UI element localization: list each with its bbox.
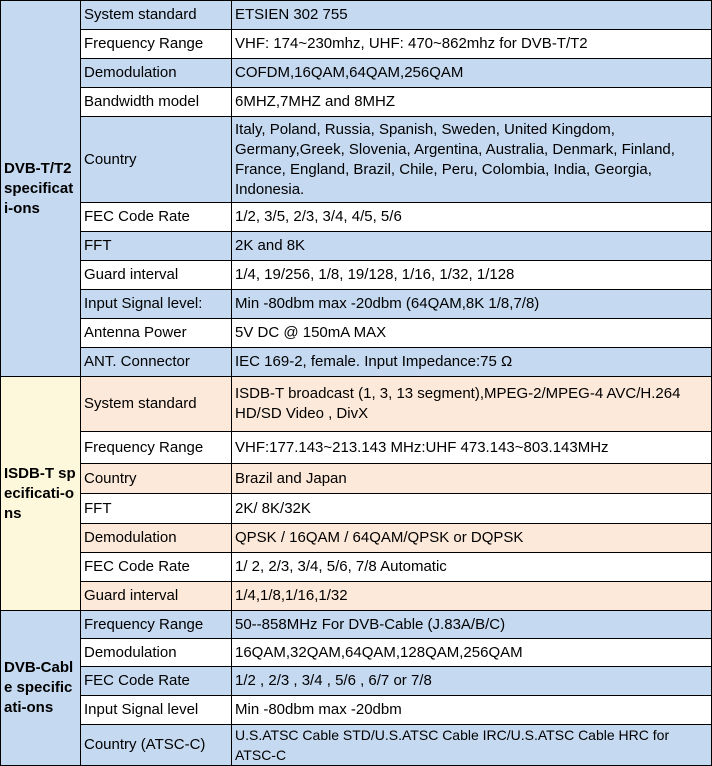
table-row	[1, 1, 712, 30]
row-label: Guard interval	[81, 261, 232, 290]
row-value: VHF: 174~230mhz, UHF: 470~862mhz for DVB-T/T2	[232, 30, 712, 59]
row-value: ISDB-T broadcast (1, 3, 13 segment),MPEG-2/MPEG-4 AVC/H.264 HD/SD Video , DivX	[232, 377, 712, 432]
row-label: FEC Code Rate	[81, 667, 232, 696]
row-label: Guard interval	[81, 582, 232, 611]
table-row	[1, 30, 712, 59]
row-value: 1/ 2, 2/3, 3/4, 5/6, 7/8 Automatic	[232, 553, 712, 582]
row-label: Input Signal level	[81, 696, 232, 725]
table-row	[1, 290, 712, 319]
table-row	[1, 59, 712, 88]
table-row	[1, 319, 712, 348]
table-row	[1, 553, 712, 582]
row-value: COFDM,16QAM,64QAM,256QAM	[232, 59, 712, 88]
row-value: 2K/ 8K/32K	[232, 494, 712, 524]
section-title-isdb: ISDB-T specificati-ons	[1, 377, 81, 611]
row-label: Bandwidth model	[81, 88, 232, 117]
table-row	[1, 117, 712, 203]
row-label: Demodulation	[81, 524, 232, 553]
row-value: IEC 169-2, female. Input Impedance:75 Ω	[232, 348, 712, 377]
table-row	[1, 667, 712, 696]
row-label: Country (ATSC-C)	[81, 725, 232, 766]
row-label: Country	[81, 117, 232, 203]
row-value: QPSK / 16QAM / 64QAM/QPSK or DQPSK	[232, 524, 712, 553]
row-value: 16QAM,32QAM,64QAM,128QAM,256QAM	[232, 639, 712, 667]
table-row	[1, 432, 712, 464]
table-row	[1, 232, 712, 261]
row-label: System standard	[81, 377, 232, 432]
row-label: FEC Code Rate	[81, 203, 232, 232]
row-label: Frequency Range	[81, 611, 232, 639]
table-row	[1, 696, 712, 725]
row-value: 50--858MHz For DVB-Cable (J.83A/B/C)	[232, 611, 712, 639]
row-value: 5V DC @ 150mA MAX	[232, 319, 712, 348]
table-row	[1, 261, 712, 290]
row-label: System standard	[81, 1, 232, 30]
table-row	[1, 88, 712, 117]
row-value: Brazil and Japan	[232, 464, 712, 494]
row-value: ETSIEN 302 755	[232, 1, 712, 30]
row-value: Min -80dbm max -20dbm (64QAM,8K 1/8,7/8)	[232, 290, 712, 319]
table-row	[1, 582, 712, 611]
row-label: ANT. Connector	[81, 348, 232, 377]
row-label: Input Signal level:	[81, 290, 232, 319]
table-row	[1, 611, 712, 639]
table-row	[1, 464, 712, 494]
row-label: Demodulation	[81, 59, 232, 88]
table-row	[1, 494, 712, 524]
row-value: Min -80dbm max -20dbm	[232, 696, 712, 725]
row-value: 1/4,1/8,1/16,1/32	[232, 582, 712, 611]
table-row	[1, 377, 712, 432]
row-label: Frequency Range	[81, 30, 232, 59]
table-row	[1, 725, 712, 766]
table-row	[1, 524, 712, 553]
row-value: 1/2 , 2/3 , 3/4 , 5/6 , 6/7 or 7/8	[232, 667, 712, 696]
table-row	[1, 639, 712, 667]
row-value: VHF:177.143~213.143 MHz:UHF 473.143~803.143MHz	[232, 432, 712, 464]
row-label: FFT	[81, 494, 232, 524]
row-value: 1/4, 19/256, 1/8, 19/128, 1/16, 1/32, 1/128	[232, 261, 712, 290]
row-label: FFT	[81, 232, 232, 261]
section-title-cable: DVB-Cable specificati-ons	[1, 611, 81, 766]
row-label: Antenna Power	[81, 319, 232, 348]
row-value: 2K and 8K	[232, 232, 712, 261]
row-value: U.S.ATSC Cable STD/U.S.ATSC Cable IRC/U.S.ATSC Cable HRC for ATSC-C	[232, 725, 712, 766]
table-row	[1, 348, 712, 377]
row-label: Country	[81, 464, 232, 494]
row-value: 6MHZ,7MHZ and 8MHZ	[232, 88, 712, 117]
row-value: 1/2, 3/5, 2/3, 3/4, 4/5, 5/6	[232, 203, 712, 232]
row-value: Italy, Poland, Russia, Spanish, Sweden, United Kingdom, Germany,Greek, Slovenia, Argentina, Australia, Denmark, Finland, France, England, Brazil, Chile, Peru, Colombia, India, Georgia, Indonesia.	[232, 117, 712, 203]
row-label: Frequency Range	[81, 432, 232, 464]
row-label: Demodulation	[81, 639, 232, 667]
row-label: FEC Code Rate	[81, 553, 232, 582]
table-row	[1, 203, 712, 232]
section-title-dvb: DVB-T/T2 specificati-ons	[1, 1, 81, 377]
